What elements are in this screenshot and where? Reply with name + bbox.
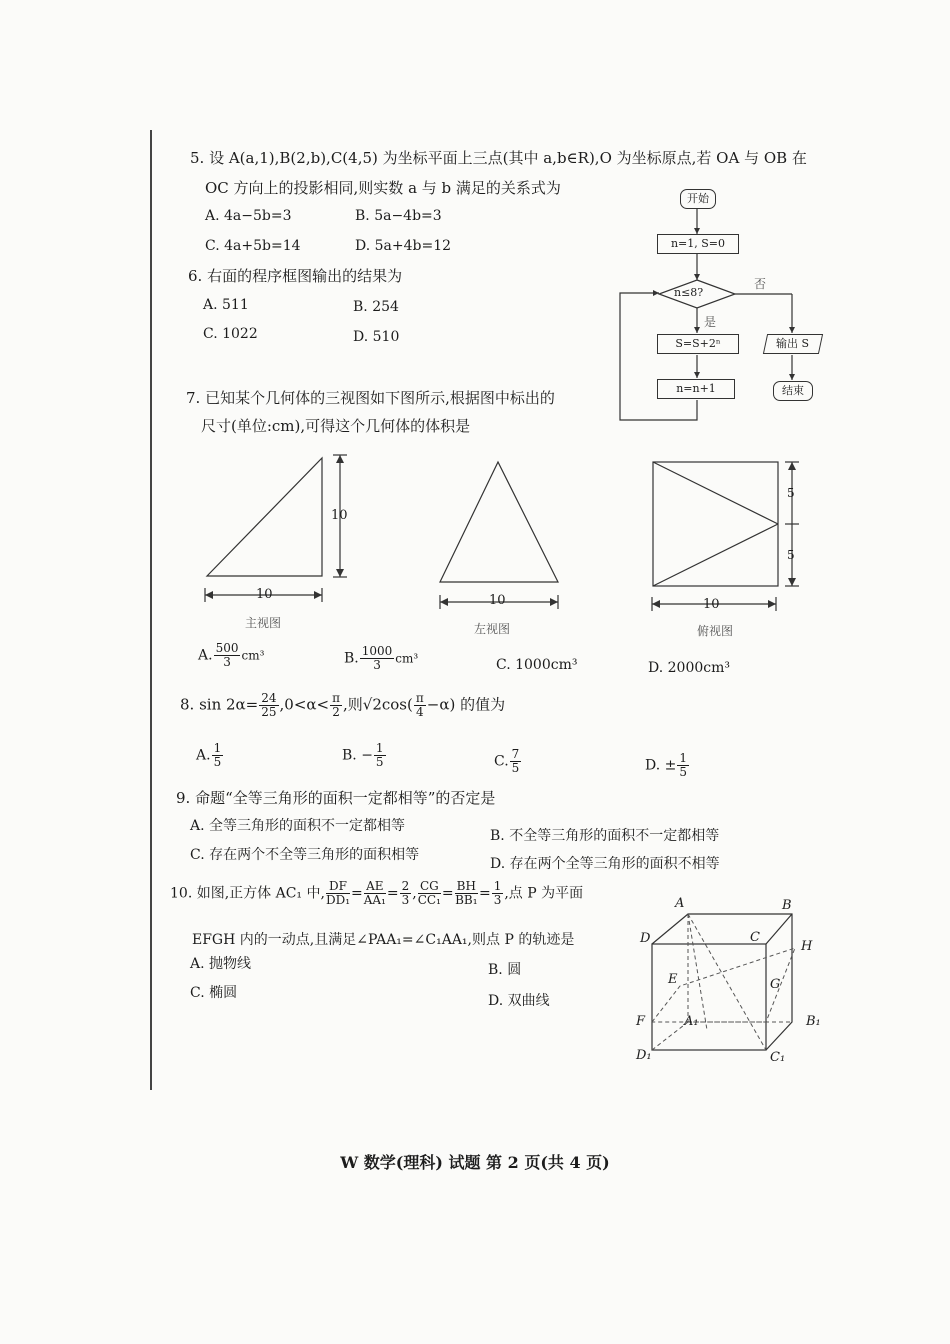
q6-option-d: D. 510 bbox=[353, 329, 400, 345]
q7-b-unit: cm³ bbox=[395, 651, 419, 666]
cube-label-b1: B₁ bbox=[806, 1014, 821, 1029]
q8-a-num: 1 bbox=[213, 741, 222, 755]
q8-c-den: 5 bbox=[511, 761, 520, 775]
q8-c-num: 7 bbox=[511, 747, 520, 761]
q8-prefix: 8. sin 2α= bbox=[180, 695, 259, 714]
q10-frac4-num: CG bbox=[418, 880, 441, 894]
q8-b-num: 1 bbox=[375, 741, 384, 755]
flowchart-increment-step: n=n+1 bbox=[657, 379, 735, 399]
cube-label-f: F bbox=[636, 1014, 646, 1029]
q8-b-prefix: B. − bbox=[342, 747, 373, 764]
cube-label-g: G bbox=[770, 977, 781, 992]
q10-stem-line1 bbox=[170, 880, 583, 907]
q8-frac1-num: 24 bbox=[261, 691, 277, 705]
flowchart-output-label: 输出 S bbox=[776, 337, 810, 350]
q7-a-fraction bbox=[214, 642, 241, 669]
q10-option-b: B. 圆 bbox=[488, 962, 522, 978]
q8-frac1-den: 25 bbox=[261, 705, 277, 719]
q10-tail: ,点 P 为平面 bbox=[504, 885, 584, 902]
q6-option-b: B. 254 bbox=[353, 299, 399, 315]
q7-stem-line2: 尺寸(单位:cm),可得这个几何体的体积是 bbox=[201, 417, 471, 435]
q10-frac2-den: AA₁ bbox=[363, 893, 386, 907]
q9-option-b: B. 不全等三角形的面积不一定都相等 bbox=[490, 828, 720, 844]
q8-d-num: 1 bbox=[679, 751, 687, 765]
q10-eq1: = bbox=[351, 885, 363, 902]
q8-a-den: 5 bbox=[213, 755, 222, 769]
q7-b-prefix: B. bbox=[344, 650, 359, 667]
q7-b-num: 1000 bbox=[361, 644, 393, 658]
q10-frac1-num: DF bbox=[326, 880, 350, 894]
q8-frac2 bbox=[330, 692, 342, 719]
q10-option-c: C. 椭圆 bbox=[190, 985, 238, 1001]
cube-label-a: A bbox=[675, 896, 685, 911]
q5-option-c: C. 4a+5b=14 bbox=[205, 238, 301, 254]
cube-label-b: B bbox=[782, 898, 792, 913]
front-view-width: 10 bbox=[256, 587, 273, 602]
q8-a-prefix: A. bbox=[196, 747, 211, 764]
q10-frac4-den: CC₁ bbox=[417, 893, 441, 907]
q8-c-fraction bbox=[510, 748, 522, 775]
left-view-caption: 左视图 bbox=[474, 622, 511, 636]
cube-label-a1: A₁ bbox=[684, 1014, 699, 1029]
q10-eq2: = bbox=[386, 885, 399, 902]
q7-option-d: D. 2000cm³ bbox=[648, 660, 730, 676]
q7-stem-line1: 7. 已知某个几何体的三视图如下图所示,根据图中标出的 bbox=[186, 389, 555, 407]
q10-frac6 bbox=[492, 880, 504, 907]
q5-option-a: A. 4a−5b=3 bbox=[205, 208, 292, 224]
q10-frac1 bbox=[326, 880, 350, 907]
flowchart-no-label: 否 bbox=[754, 277, 767, 291]
q10-frac3-den: 3 bbox=[401, 893, 410, 907]
cube-label-h: H bbox=[801, 939, 813, 954]
flowchart-output bbox=[763, 334, 823, 354]
q10-frac5-num: BH bbox=[456, 879, 476, 893]
cube-label-c: C bbox=[750, 930, 760, 945]
q10-frac5 bbox=[455, 880, 478, 907]
q6-stem: 6. 右面的程序框图输出的结果为 bbox=[188, 267, 403, 285]
q10-frac1-den: DD₁ bbox=[325, 893, 351, 907]
top-view-upper-dim: 5 bbox=[787, 486, 795, 500]
q8-option-b bbox=[342, 742, 387, 769]
q8-d-prefix: D. ± bbox=[645, 757, 677, 774]
front-view-height: 10 bbox=[331, 508, 348, 523]
q7-option-b bbox=[344, 645, 418, 672]
q10-option-d: D. 双曲线 bbox=[488, 993, 550, 1009]
q5-option-b: B. 5a−4b=3 bbox=[355, 208, 442, 224]
q8-d-fraction bbox=[677, 752, 689, 779]
q8-suffix: −α) 的值为 bbox=[426, 695, 506, 714]
q7-b-den: 3 bbox=[373, 658, 381, 672]
q5-stem-line1: 5. 设 A(a,1),B(2,b),C(4,5) 为坐标平面上三点(其中 a,b∈R),O 为坐标原点,若 OA 与 OB 在 bbox=[190, 149, 807, 167]
q10-frac2-num: AE bbox=[364, 880, 386, 894]
flowchart-yes-label: 是 bbox=[704, 315, 717, 329]
q8-mid2: ,则√2cos( bbox=[343, 695, 413, 714]
cube-label-c1: C₁ bbox=[770, 1050, 786, 1065]
q10-frac4 bbox=[418, 880, 441, 907]
cube-label-d1: D₁ bbox=[636, 1048, 652, 1063]
cube-label-e: E bbox=[668, 972, 678, 987]
q8-option-a bbox=[196, 742, 224, 769]
q6-option-a: A. 511 bbox=[203, 297, 249, 313]
q8-b-den: 5 bbox=[375, 755, 384, 769]
q8-mid: ,0<α< bbox=[279, 695, 330, 714]
flowchart-condition: n≤8? bbox=[674, 286, 704, 299]
flowchart-sum-step: S=S+2ⁿ bbox=[657, 334, 739, 354]
q5-option-d: D. 5a+4b=12 bbox=[355, 238, 452, 254]
cube-label-d: D bbox=[640, 931, 651, 946]
q8-d-den: 5 bbox=[679, 765, 687, 779]
q10-frac2 bbox=[364, 880, 386, 907]
q8-stem bbox=[180, 692, 505, 719]
q8-option-c bbox=[494, 748, 522, 775]
q10-eq3: = bbox=[441, 885, 454, 902]
flowchart-init: n=1, S=0 bbox=[657, 234, 739, 254]
q10-frac5-den: BB₁ bbox=[455, 893, 478, 907]
q5-stem-line2: OC 方向上的投影相同,则实数 a 与 b 满足的关系式为 bbox=[205, 179, 561, 197]
q10-frac6-num: 1 bbox=[493, 879, 502, 893]
q7-a-prefix: A. bbox=[198, 647, 213, 664]
q10-comma: , bbox=[412, 885, 417, 902]
q10-frac6-den: 3 bbox=[493, 893, 502, 907]
q10-prefix: 10. 如图,正方体 AC₁ 中, bbox=[170, 885, 325, 902]
q8-option-d bbox=[645, 752, 690, 779]
left-view-width: 10 bbox=[489, 593, 506, 608]
q10-option-a: A. 抛物线 bbox=[190, 956, 252, 972]
q8-frac1 bbox=[259, 692, 278, 719]
q10-frac3-num: 2 bbox=[401, 879, 410, 893]
q8-c-prefix: C. bbox=[494, 753, 509, 770]
q10-frac3 bbox=[400, 880, 412, 907]
q7-b-fraction bbox=[360, 645, 395, 672]
q9-option-a: A. 全等三角形的面积不一定都相等 bbox=[190, 818, 406, 834]
q8-frac3-den: 4 bbox=[415, 705, 424, 719]
top-view-width: 10 bbox=[703, 597, 720, 612]
q10-stem-line2: EFGH 内的一动点,且满足∠PAA₁=∠C₁AA₁,则点 P 的轨迹是 bbox=[192, 932, 575, 948]
q8-a-fraction bbox=[212, 742, 224, 769]
q9-option-c: C. 存在两个不全等三角形的面积相等 bbox=[190, 847, 420, 863]
q9-option-d: D. 存在两个全等三角形的面积不相等 bbox=[490, 856, 720, 872]
top-view-caption: 俯视图 bbox=[697, 624, 734, 638]
q9-stem: 9. 命题“全等三角形的面积一定都相等”的否定是 bbox=[176, 789, 496, 807]
q8-frac3-num: π bbox=[415, 691, 424, 705]
q10-eq4: = bbox=[478, 885, 491, 902]
front-view-caption: 主视图 bbox=[245, 616, 282, 630]
flowchart-start: 开始 bbox=[680, 189, 716, 209]
page-footer: W 数学(理科) 试题 第 2 页(共 4 页) bbox=[340, 1153, 610, 1172]
flowchart-end: 结束 bbox=[773, 381, 813, 401]
q8-b-fraction bbox=[374, 742, 386, 769]
q8-frac3 bbox=[414, 692, 426, 719]
q7-a-num: 500 bbox=[215, 641, 239, 655]
q8-frac2-den: 2 bbox=[332, 705, 340, 719]
top-view-lower-dim: 5 bbox=[787, 548, 795, 562]
q7-a-den: 3 bbox=[223, 655, 231, 669]
q7-option-a bbox=[198, 642, 264, 669]
q8-frac2-num: π bbox=[332, 691, 340, 705]
q7-option-c: C. 1000cm³ bbox=[496, 657, 578, 673]
q7-a-unit: cm³ bbox=[241, 648, 265, 663]
q6-option-c: C. 1022 bbox=[203, 326, 258, 342]
